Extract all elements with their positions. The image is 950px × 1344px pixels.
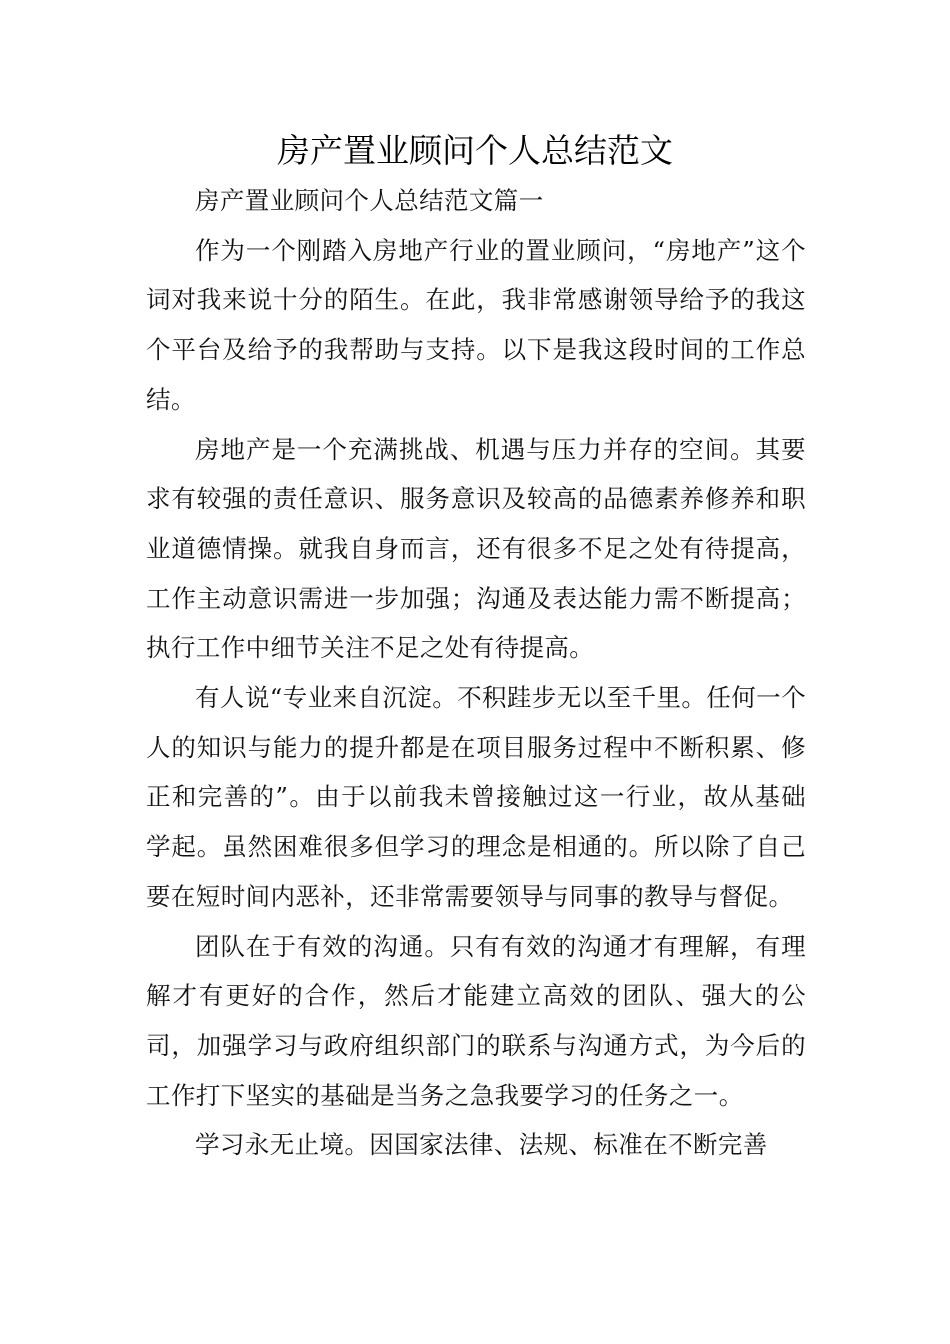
paragraph: 团队在于有效的沟通。只有有效的沟通才有理解，有理解才有更好的合作，然后才能建立高效的团队、强大的公司，加强学习与政府组织部门的联系与沟通方式，为今后的工作打下坚实的基础是当务之急我要学习的任务之一。: [146, 931, 806, 1110]
paragraph-section-heading: 房产置业顾问个人总结范文篇一: [195, 186, 544, 215]
paragraph: 房地产是一个充满挑战、机遇与压力并存的空间。其要求有较强的责任意识、服务意识及较高的品德素养修养和职业道德情操。就我自身而言，还有很多不足之处有待提高，工作主动意识需进一步加强；沟通及表达能力需不断提高；执行工作中细节关注不足之处有待提高。: [146, 434, 806, 663]
document-title: 房产置业顾问个人总结范文: [277, 131, 673, 170]
paragraph: 有人说“专业来自沉淀。不积跬步无以至千里。任何一个人的知识与能力的提升都是在项目服务过程中不断积累、修正和完善的”。由于以前我未曾接触过这一行业，故从基础学起。虽然困难很多但学习的理念是相通的。所以除了自己要在短时间内恶补，还非常需要领导与同事的教导与督促。: [146, 683, 806, 911]
paragraph: 作为一个刚踏入房地产行业的置业顾问，“房地产”这个词对我来说十分的陌生。在此，我非常感谢领导给予的我这个平台及给予的我帮助与支持。以下是我这段时间的工作总结。: [146, 235, 806, 414]
paragraph: 学习永无止境。因国家法律、法规、标准在不断完善: [195, 1130, 768, 1160]
document-body: [146, 176, 806, 1170]
